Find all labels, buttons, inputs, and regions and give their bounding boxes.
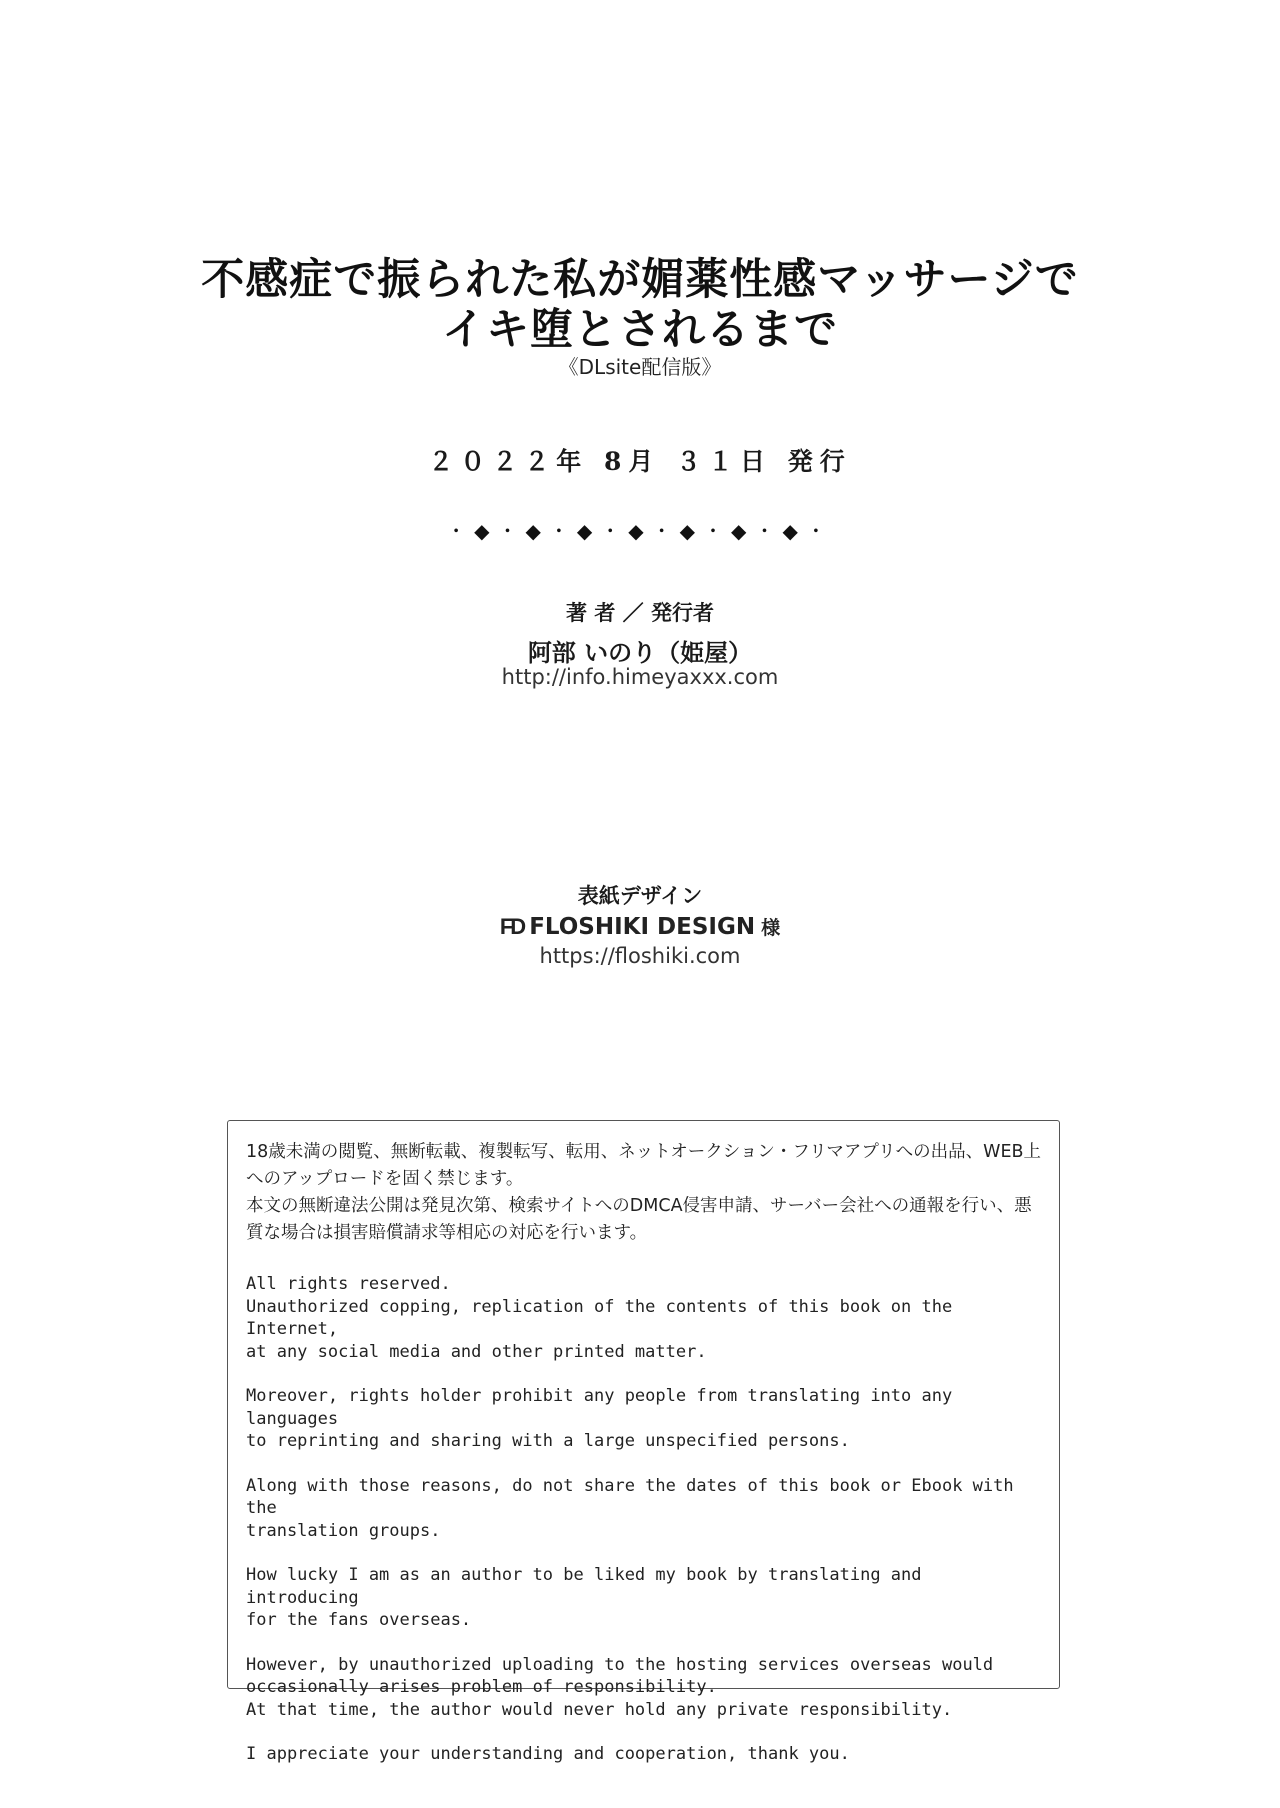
notice-en-paragraph: How lucky I am as an author to be liked my book by translating and introducing for the fans overseas.	[246, 1565, 922, 1630]
publication-date: ２０２２年 8月 ３１日 発行	[428, 447, 852, 476]
honorific: 様	[761, 917, 781, 939]
author-name: 阿部 いのり（姫屋）	[527, 639, 753, 667]
notice-english	[246, 1273, 1041, 1766]
cover-designer-url: https://floshiki.com	[539, 944, 741, 968]
copyright-notice-box	[227, 1120, 1060, 1764]
floshiki-logo-icon: FD	[499, 914, 524, 939]
notice-en-paragraph: Along with those reasons, do not share the dates of this book or Ebook with the translation groups.	[246, 1475, 1014, 1541]
title-line-2: イキ堕とされるまで	[442, 305, 838, 355]
notice-en-paragraph: However, by unauthorized uploading to the hosting services overseas would occasionally arises problem of responsibility. At that time, the author would never hold any private responsibility.	[246, 1654, 994, 1720]
notice-en-paragraph: I appreciate your understanding and cooperation, thank you.	[246, 1744, 850, 1764]
cover-design-role-label: 表紙デザイン	[577, 884, 703, 908]
notice-en-paragraph: Moreover, rights holder prohibit any people from translating into any languages to reprinting and sharing with a large unspecified persons.	[246, 1386, 953, 1451]
title-line-1: 不感症で振られた私が媚薬性感マッサージで	[201, 255, 1079, 305]
edition-label: 《DLsite配信版》	[558, 355, 722, 379]
notice-en-paragraph: All rights reserved. Unauthorized copping, replication of the contents of this book on the Internet, at any social media and other printed matter.	[246, 1274, 953, 1362]
author-role-label: 著 者 ／ 発行者	[566, 601, 714, 625]
notice-jp-paragraph: 18歳未満の閲覧、無断転載、複製転写、転用、ネットオークション・フリマアプリへの出品、WEB上へのアップロードを固く禁じます。	[246, 1142, 1042, 1189]
notice-japanese	[246, 1139, 1041, 1247]
notice-jp-paragraph: 本文の無断違法公開は発見次第、検索サイトへのDMCA侵害申請、サーバー会社への通報を行い、悪質な場合は損害賠償請求等相応の対応を行います。	[246, 1196, 1032, 1243]
ornament-divider: ・◆・◆・◆・◆・◆・◆・◆・	[446, 519, 834, 543]
cover-designer-name: FLOSHIKI DESIGN	[529, 914, 756, 940]
author-url: http://info.himeyaxxx.com	[501, 665, 779, 689]
cover-designer	[0, 913, 1280, 940]
